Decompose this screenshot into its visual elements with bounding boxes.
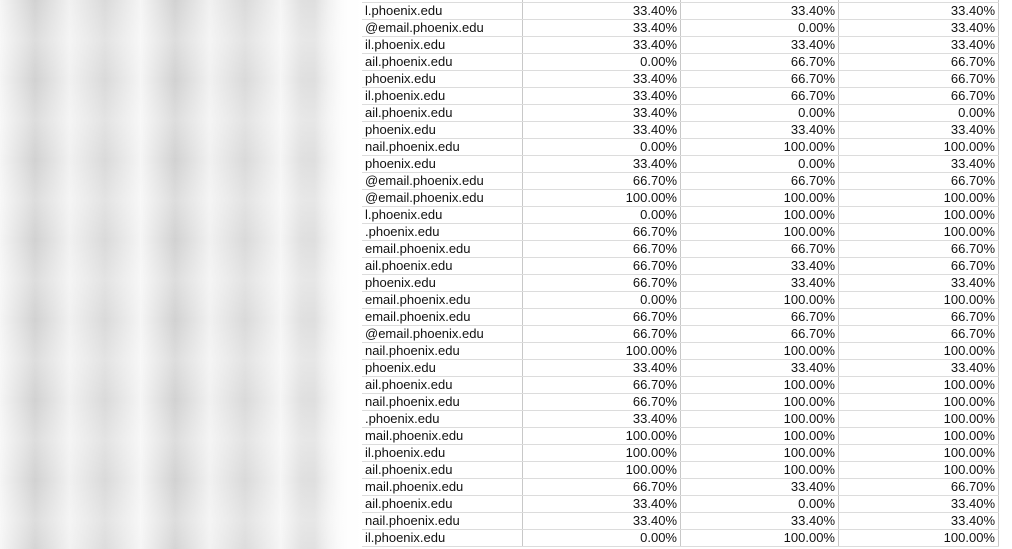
cell-value-3[interactable]: 100.00% <box>839 292 999 309</box>
cell-value-3[interactable]: 33.40% <box>839 360 999 377</box>
cell-value-2[interactable]: 100.00% <box>681 190 839 207</box>
cell-email[interactable]: nail.phoenix.edu <box>362 343 523 360</box>
table-body <box>362 0 999 547</box>
table-row <box>362 292 999 309</box>
cell-value-1[interactable]: 66.70% <box>523 309 681 326</box>
table-row <box>362 20 999 37</box>
cell-email[interactable]: email.phoenix.edu <box>362 292 523 309</box>
cell-value-1[interactable]: 33.40% <box>523 71 681 88</box>
table-row <box>362 394 999 411</box>
cell-value-1[interactable]: 33.40% <box>523 20 681 37</box>
cell-value-1[interactable]: 33.40% <box>523 88 681 105</box>
cell-email[interactable]: @email.phoenix.edu <box>362 326 523 343</box>
cell-value-1[interactable]: 100.00% <box>523 343 681 360</box>
cell-value-3[interactable]: 100.00% <box>839 190 999 207</box>
table-row <box>362 462 999 479</box>
cell-email[interactable]: phoenix.edu <box>362 122 523 139</box>
cell-email[interactable]: nail.phoenix.edu <box>362 139 523 156</box>
cell-email[interactable]: mail.phoenix.edu <box>362 479 523 496</box>
cell-email[interactable]: @email.phoenix.edu <box>362 20 523 37</box>
table-row <box>362 3 999 20</box>
table-row <box>362 377 999 394</box>
cell-value-2[interactable]: 66.70% <box>681 54 839 71</box>
cell-value-2[interactable]: 100.00% <box>681 207 839 224</box>
cell-value-1[interactable]: 66.70% <box>523 173 681 190</box>
table-row <box>362 224 999 241</box>
cell-value-2[interactable]: 100.00% <box>681 224 839 241</box>
cell-value-1[interactable]: 0.00% <box>523 139 681 156</box>
cell-email[interactable]: nail.phoenix.edu <box>362 513 523 530</box>
cell-email[interactable]: mail.phoenix.edu <box>362 428 523 445</box>
cell-email[interactable]: ail.phoenix.edu <box>362 377 523 394</box>
cell-value-3[interactable]: 66.70% <box>839 241 999 258</box>
cell-value-1[interactable]: 33.40% <box>523 105 681 122</box>
cell-value-2[interactable]: 66.70% <box>681 88 839 105</box>
cell-value-1[interactable]: 66.70% <box>523 326 681 343</box>
cell-value-2[interactable]: 100.00% <box>681 292 839 309</box>
cell-value-1[interactable]: 100.00% <box>523 462 681 479</box>
cell-value-2[interactable]: 100.00% <box>681 428 839 445</box>
table-row <box>362 190 999 207</box>
cell-value-3[interactable]: 100.00% <box>839 411 999 428</box>
cell-value-3[interactable]: 33.40% <box>839 3 999 20</box>
cell-value-3[interactable]: 33.40% <box>839 37 999 54</box>
cell-value-1[interactable]: 0.00% <box>523 292 681 309</box>
table-row <box>362 445 999 462</box>
cell-value-3[interactable]: 33.40% <box>839 513 999 530</box>
cell-value-3[interactable]: 100.00% <box>839 445 999 462</box>
table-row <box>362 326 999 343</box>
table-row <box>362 122 999 139</box>
cell-value-3[interactable]: 100.00% <box>839 394 999 411</box>
cell-value-2[interactable]: 33.40% <box>681 275 839 292</box>
table-row <box>362 88 999 105</box>
cell-value-1[interactable]: 33.40% <box>523 37 681 54</box>
table-row <box>362 258 999 275</box>
cell-value-3[interactable]: 100.00% <box>839 428 999 445</box>
table-row <box>362 139 999 156</box>
cell-value-2[interactable]: 100.00% <box>681 445 839 462</box>
cell-value-2[interactable]: 100.00% <box>681 530 839 547</box>
cell-email[interactable]: ail.phoenix.edu <box>362 54 523 71</box>
cell-value-2[interactable]: 33.40% <box>681 122 839 139</box>
cell-value-1[interactable]: 33.40% <box>523 360 681 377</box>
cell-value-2[interactable]: 100.00% <box>681 377 839 394</box>
cell-value-2[interactable]: 0.00% <box>681 156 839 173</box>
cell-value-3[interactable]: 66.70% <box>839 309 999 326</box>
table-row <box>362 275 999 292</box>
cell-email[interactable]: il.phoenix.edu <box>362 530 523 547</box>
table-row <box>362 530 999 547</box>
cell-value-3[interactable]: 66.70% <box>839 173 999 190</box>
cell-value-2[interactable]: 33.40% <box>681 258 839 275</box>
cell-email[interactable]: .phoenix.edu <box>362 224 523 241</box>
cell-email[interactable]: nail.phoenix.edu <box>362 394 523 411</box>
cell-value-1[interactable]: 66.70% <box>523 275 681 292</box>
cell-value-1[interactable]: 66.70% <box>523 394 681 411</box>
table-row <box>362 428 999 445</box>
cell-value-2[interactable]: 33.40% <box>681 37 839 54</box>
cell-value-2[interactable]: 0.00% <box>681 105 839 122</box>
cell-email[interactable]: @email.phoenix.edu <box>362 173 523 190</box>
cell-email[interactable]: ail.phoenix.edu <box>362 105 523 122</box>
cell-email[interactable]: ail.phoenix.edu <box>362 258 523 275</box>
spreadsheet-grid[interactable] <box>362 0 1012 549</box>
cell-value-3[interactable]: 66.70% <box>839 54 999 71</box>
cell-value-1[interactable]: 66.70% <box>523 258 681 275</box>
cell-value-1[interactable]: 66.70% <box>523 224 681 241</box>
cell-value-1[interactable]: 33.40% <box>523 122 681 139</box>
cell-value-2[interactable]: 100.00% <box>681 411 839 428</box>
cell-email[interactable]: @email.phoenix.edu <box>362 190 523 207</box>
cell-value-1[interactable]: 33.40% <box>523 411 681 428</box>
cell-value-2[interactable]: 100.00% <box>681 462 839 479</box>
cell-value-3[interactable]: 100.00% <box>839 343 999 360</box>
table-row <box>362 241 999 258</box>
cell-email[interactable]: il.phoenix.edu <box>362 37 523 54</box>
cell-email[interactable]: il.phoenix.edu <box>362 445 523 462</box>
cell-email[interactable]: phoenix.edu <box>362 156 523 173</box>
table-row <box>362 513 999 530</box>
cell-value-1[interactable]: 0.00% <box>523 54 681 71</box>
cell-value-1[interactable]: 33.40% <box>523 156 681 173</box>
cell-value-3[interactable]: 100.00% <box>839 462 999 479</box>
table-row <box>362 343 999 360</box>
cell-value-2[interactable]: 100.00% <box>681 139 839 156</box>
cell-value-2[interactable]: 33.40% <box>681 3 839 20</box>
cell-value-3[interactable]: 0.00% <box>839 105 999 122</box>
cell-value-1[interactable]: 100.00% <box>523 445 681 462</box>
data-table <box>362 0 999 547</box>
cell-value-3[interactable]: 33.40% <box>839 122 999 139</box>
table-row <box>362 105 999 122</box>
table-row <box>362 309 999 326</box>
cell-value-3[interactable]: 66.70% <box>839 258 999 275</box>
cell-value-3[interactable]: 33.40% <box>839 275 999 292</box>
cell-email[interactable]: l.phoenix.edu <box>362 3 523 20</box>
cell-value-3[interactable]: 100.00% <box>839 224 999 241</box>
cell-value-2[interactable]: 66.70% <box>681 241 839 258</box>
cell-value-2[interactable]: 66.70% <box>681 71 839 88</box>
cell-value-1[interactable]: 0.00% <box>523 530 681 547</box>
cell-value-2[interactable]: 0.00% <box>681 496 839 513</box>
cell-email[interactable]: phoenix.edu <box>362 275 523 292</box>
blurred-column-region <box>0 0 362 549</box>
table-row <box>362 479 999 496</box>
table-row <box>362 411 999 428</box>
cell-email[interactable]: il.phoenix.edu <box>362 88 523 105</box>
cell-value-3[interactable]: 100.00% <box>839 139 999 156</box>
cell-value-3[interactable]: 66.70% <box>839 88 999 105</box>
cell-value-1[interactable]: 33.40% <box>523 513 681 530</box>
cell-value-3[interactable]: 33.40% <box>839 156 999 173</box>
cell-value-2[interactable]: 66.70% <box>681 173 839 190</box>
cell-value-1[interactable]: 66.70% <box>523 377 681 394</box>
cell-value-1[interactable]: 100.00% <box>523 428 681 445</box>
cell-value-2[interactable]: 100.00% <box>681 394 839 411</box>
cell-value-3[interactable]: 100.00% <box>839 530 999 547</box>
cell-email[interactable]: ail.phoenix.edu <box>362 496 523 513</box>
cell-value-1[interactable]: 100.00% <box>523 190 681 207</box>
cell-value-1[interactable]: 66.70% <box>523 241 681 258</box>
cell-email[interactable]: email.phoenix.edu <box>362 241 523 258</box>
cell-email[interactable]: phoenix.edu <box>362 360 523 377</box>
table-row <box>362 496 999 513</box>
cell-email[interactable]: l.phoenix.edu <box>362 207 523 224</box>
cell-value-2[interactable]: 33.40% <box>681 479 839 496</box>
table-row <box>362 54 999 71</box>
table-row <box>362 71 999 88</box>
cell-value-2[interactable]: 66.70% <box>681 309 839 326</box>
cell-email[interactable]: ail.phoenix.edu <box>362 462 523 479</box>
cell-value-1[interactable]: 33.40% <box>523 3 681 20</box>
cell-value-3[interactable]: 66.70% <box>839 326 999 343</box>
cell-value-3[interactable]: 100.00% <box>839 377 999 394</box>
table-row <box>362 156 999 173</box>
cell-email[interactable]: email.phoenix.edu <box>362 309 523 326</box>
table-row <box>362 360 999 377</box>
cell-value-3[interactable]: 33.40% <box>839 20 999 37</box>
cell-value-1[interactable]: 0.00% <box>523 207 681 224</box>
cell-value-2[interactable]: 33.40% <box>681 360 839 377</box>
cell-value-1[interactable]: 66.70% <box>523 479 681 496</box>
cell-value-3[interactable]: 100.00% <box>839 207 999 224</box>
table-row <box>362 207 999 224</box>
cell-email[interactable]: phoenix.edu <box>362 71 523 88</box>
cell-value-2[interactable]: 100.00% <box>681 343 839 360</box>
cell-value-3[interactable]: 66.70% <box>839 479 999 496</box>
cell-value-2[interactable]: 33.40% <box>681 513 839 530</box>
cell-value-2[interactable]: 0.00% <box>681 20 839 37</box>
cell-value-3[interactable]: 33.40% <box>839 496 999 513</box>
cell-email[interactable]: .phoenix.edu <box>362 411 523 428</box>
cell-value-2[interactable]: 66.70% <box>681 326 839 343</box>
table-row <box>362 173 999 190</box>
cell-value-3[interactable]: 66.70% <box>839 71 999 88</box>
table-row <box>362 37 999 54</box>
cell-value-1[interactable]: 33.40% <box>523 496 681 513</box>
